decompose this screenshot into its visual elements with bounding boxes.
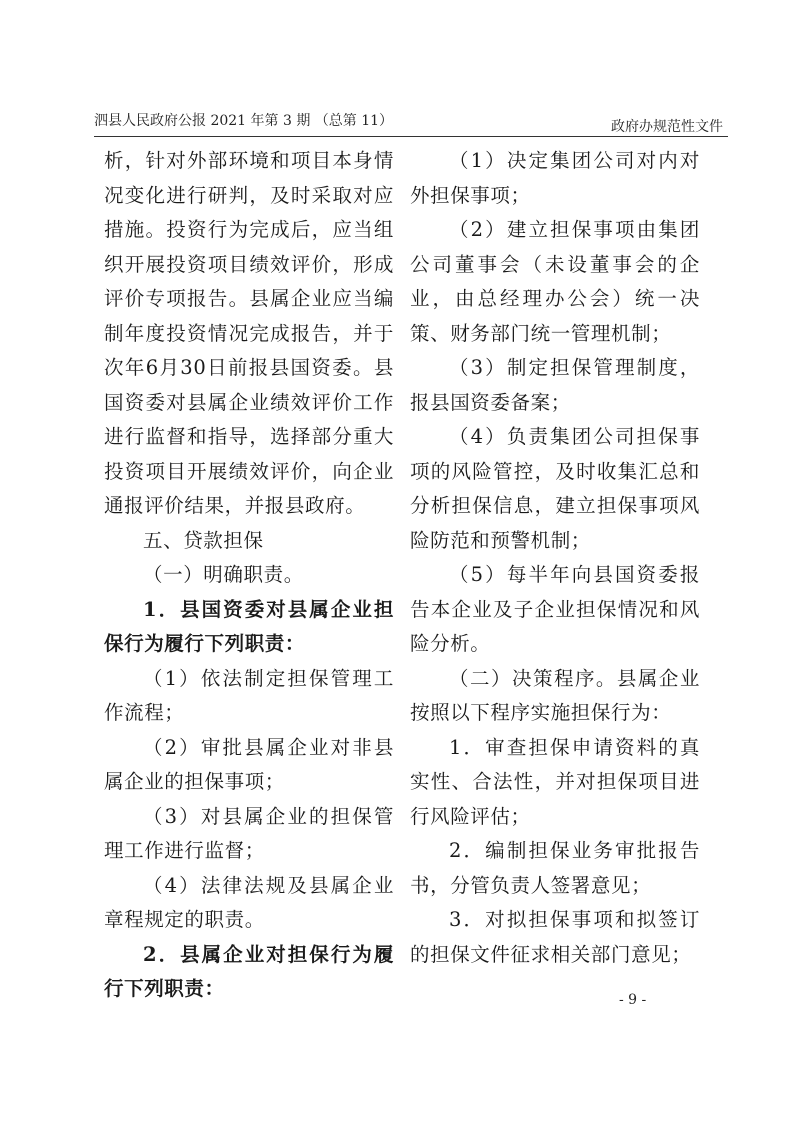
page-number: - 9 - xyxy=(619,992,647,1008)
list-item: （4）法律法规及县属企业章程规定的职责。 xyxy=(104,873,394,931)
procedure-step: 2．编制担保业务审批报告书，分管负责人签署意见； xyxy=(410,839,700,897)
list-item: （1）决定集团公司对内对外担保事项； xyxy=(410,149,700,207)
list-item: （3）制定担保管理制度，报县国资委备案； xyxy=(410,356,700,414)
left-column xyxy=(104,144,394,1007)
list-item: （3）对县属企业的担保管理工作进行监督； xyxy=(104,804,394,862)
subsection-paragraph: （二）决策程序。县属企业按照以下程序实施担保行为： xyxy=(410,666,700,724)
right-column xyxy=(410,144,700,972)
procedure-step: 3．对拟担保事项和拟签订的担保文件征求相关部门意见； xyxy=(410,908,700,966)
duties-heading: 1．县国资委对县属企业担保行为履行下列职责： xyxy=(104,597,394,655)
bulletin-header-title: 泗县人民政府公报 2021 年第 3 期 （总第 11） xyxy=(94,113,394,129)
document-category: 政府办规范性文件 xyxy=(611,119,723,135)
list-item: （1）依法制定担保管理工作流程； xyxy=(104,666,394,724)
procedure-step: 1．审查担保申请资料的真实性、合法性，并对担保项目进行风险评估； xyxy=(410,735,700,828)
header-divider xyxy=(94,136,728,137)
section-heading: 五、贷款担保 xyxy=(143,528,264,552)
list-item: （4）负责集团公司担保事项的风险管控，及时收集汇总和分析担保信息，建立担保事项风险防范和预警机制； xyxy=(410,425,700,552)
body-paragraph: 析，针对外部环境和项目本身情况变化进行研判，及时采取对应措施。投资行为完成后，应当组织开展投资项目绩效评价，形成评价专项报告。县属企业应当编制年度投资情况完成报告，并于次年6月30日前报县国资委。县国资委对县属企业绩效评价工作进行监督和指导，选择部分重大投资项目开展绩效评价，向企业通报评价结果，并报县政府。 xyxy=(104,149,394,517)
list-item: （2）审批县属企业对非县属企业的担保事项； xyxy=(104,735,394,793)
duties-heading: 2．县属企业对担保行为履行下列职责： xyxy=(104,942,394,1000)
list-item: （5）每半年向县国资委报告本企业及子企业担保情况和风险分析。 xyxy=(410,563,700,655)
list-item: （2）建立担保事项由集团公司董事会（未设董事会的企业，由总经理办公会）统一决策、财务部门统一管理机制； xyxy=(410,218,700,345)
subsection-heading: （一）明确职责。 xyxy=(143,563,304,586)
